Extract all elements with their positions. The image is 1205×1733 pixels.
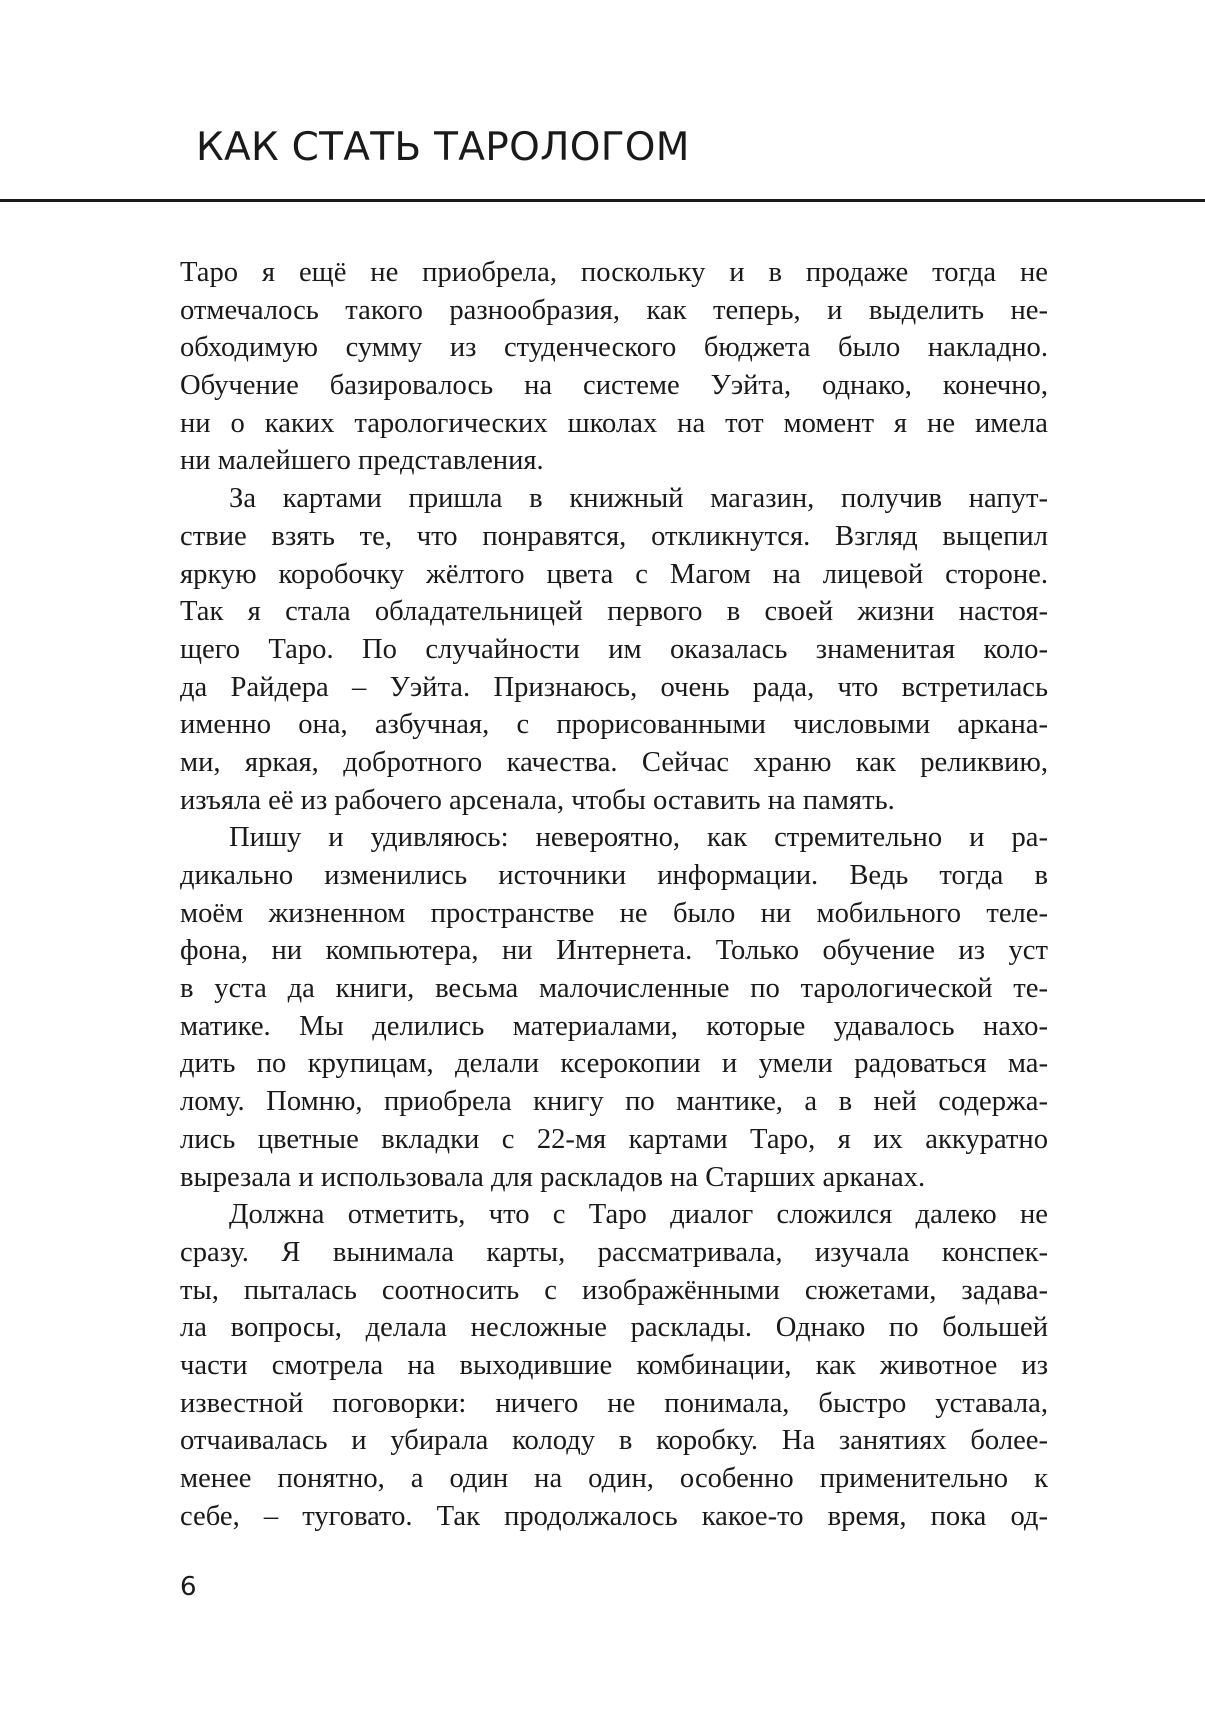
- text-line: ла вопросы, делала несложные расклады. Однако по большей: [180, 1312, 1048, 1344]
- text-line: части смотрела на выходившие комбинации, как животное из: [180, 1349, 1048, 1381]
- text-line: ми, яркая, добротного качества. Сейчас храню как реликвию,: [180, 746, 1048, 778]
- text-line: матике. Мы делились материалами, которые удавалось нахо-: [180, 1010, 1048, 1042]
- text-line: лому. Помню, приобрела книгу по мантике, а в ней содержа-: [180, 1086, 1048, 1118]
- text-line: Обучение базировалось на системе Уэйта, однако, конечно,: [180, 370, 1048, 402]
- text-line: ни малейшего представления.: [180, 445, 544, 477]
- header-rule: [0, 199, 1205, 202]
- text-line: ни о каких тарологических школах на тот момент я не имела: [180, 407, 1048, 439]
- paragraph-1: [180, 254, 1048, 480]
- text-line: Так я стала обладательницей первого в своей жизни настоя-: [180, 596, 1048, 628]
- text-line: именно она, азбучная, с прорисованными числовыми аркана-: [180, 709, 1048, 741]
- text-line: Таро я ещё не приобрела, поскольку и в продаже тогда не: [180, 257, 1048, 288]
- text-line: дикально изменились источники информации. Ведь тогда в: [180, 860, 1048, 891]
- text-line: Должна отметить, что с Таро диалог сложился далеко не: [229, 1199, 1048, 1231]
- running-head-title: КАК СТАТЬ ТАРОЛОГОМ: [196, 125, 690, 170]
- text-line: в уста да книги, весьма малочисленные по тарологической те-: [180, 973, 1048, 1005]
- text-line: сразу. Я вынимала карты, рассматривала, изучала конспек-: [180, 1236, 1048, 1268]
- text-line: лись цветные вкладки с 22-мя картами Таро, я их аккуратно: [180, 1123, 1048, 1155]
- text-line: отмечалось такого разнообразия, как теперь, и выделить не-: [180, 294, 1048, 326]
- text-line: да Райдера – Уэйта. Признаюсь, очень рада, что встретилась: [180, 671, 1048, 703]
- text-line: себе, – туговато. Так продолжалось какое-то время, пока од-: [180, 1500, 1048, 1532]
- text-line: изъяла её из рабочего арсенала, чтобы оставить на память.: [180, 784, 895, 816]
- text-line: дить по крупицам, делали ксерокопии и умели радоваться ма-: [180, 1048, 1048, 1080]
- text-line: ты, пыталась соотносить с изображёнными сюжетами, задава-: [180, 1274, 1048, 1306]
- paragraph-4: [180, 1196, 1048, 1535]
- text-line: обходимую сумму из студенческого бюджета было накладно.: [180, 332, 1048, 364]
- text-line: щего Таро. По случайности им оказалась знаменитая коло-: [180, 633, 1048, 665]
- text-line: Пишу и удивляюсь: невероятно, как стремительно и ра-: [229, 822, 1048, 854]
- page-number: 6: [180, 1572, 197, 1602]
- text-line: ствие взять те, что понравятся, откликнутся. Взгляд выцепил: [180, 520, 1048, 552]
- text-line: менее понятно, а один на один, особенно применительно к: [180, 1463, 1048, 1494]
- body-text: [180, 254, 1048, 1535]
- text-line: отчаивалась и убирала колоду в коробку. На занятиях более-: [180, 1425, 1048, 1457]
- text-line: яркую коробочку жёлтого цвета с Магом на лицевой стороне.: [180, 558, 1048, 590]
- text-line: вырезала и использовала для раскладов на Старших арканах.: [180, 1161, 926, 1193]
- text-line: моём жизненном пространстве не было ни мобильного теле-: [180, 897, 1048, 929]
- paragraph-3: [180, 819, 1048, 1196]
- text-line: известной поговорки: ничего не понимала, быстро уставала,: [180, 1387, 1048, 1419]
- text-line: фона, ни компьютера, ни Интернета. Только обучение из уст: [180, 935, 1048, 967]
- paragraph-2: [180, 480, 1048, 819]
- text-line: За картами пришла в книжный магазин, получив напут-: [229, 483, 1048, 515]
